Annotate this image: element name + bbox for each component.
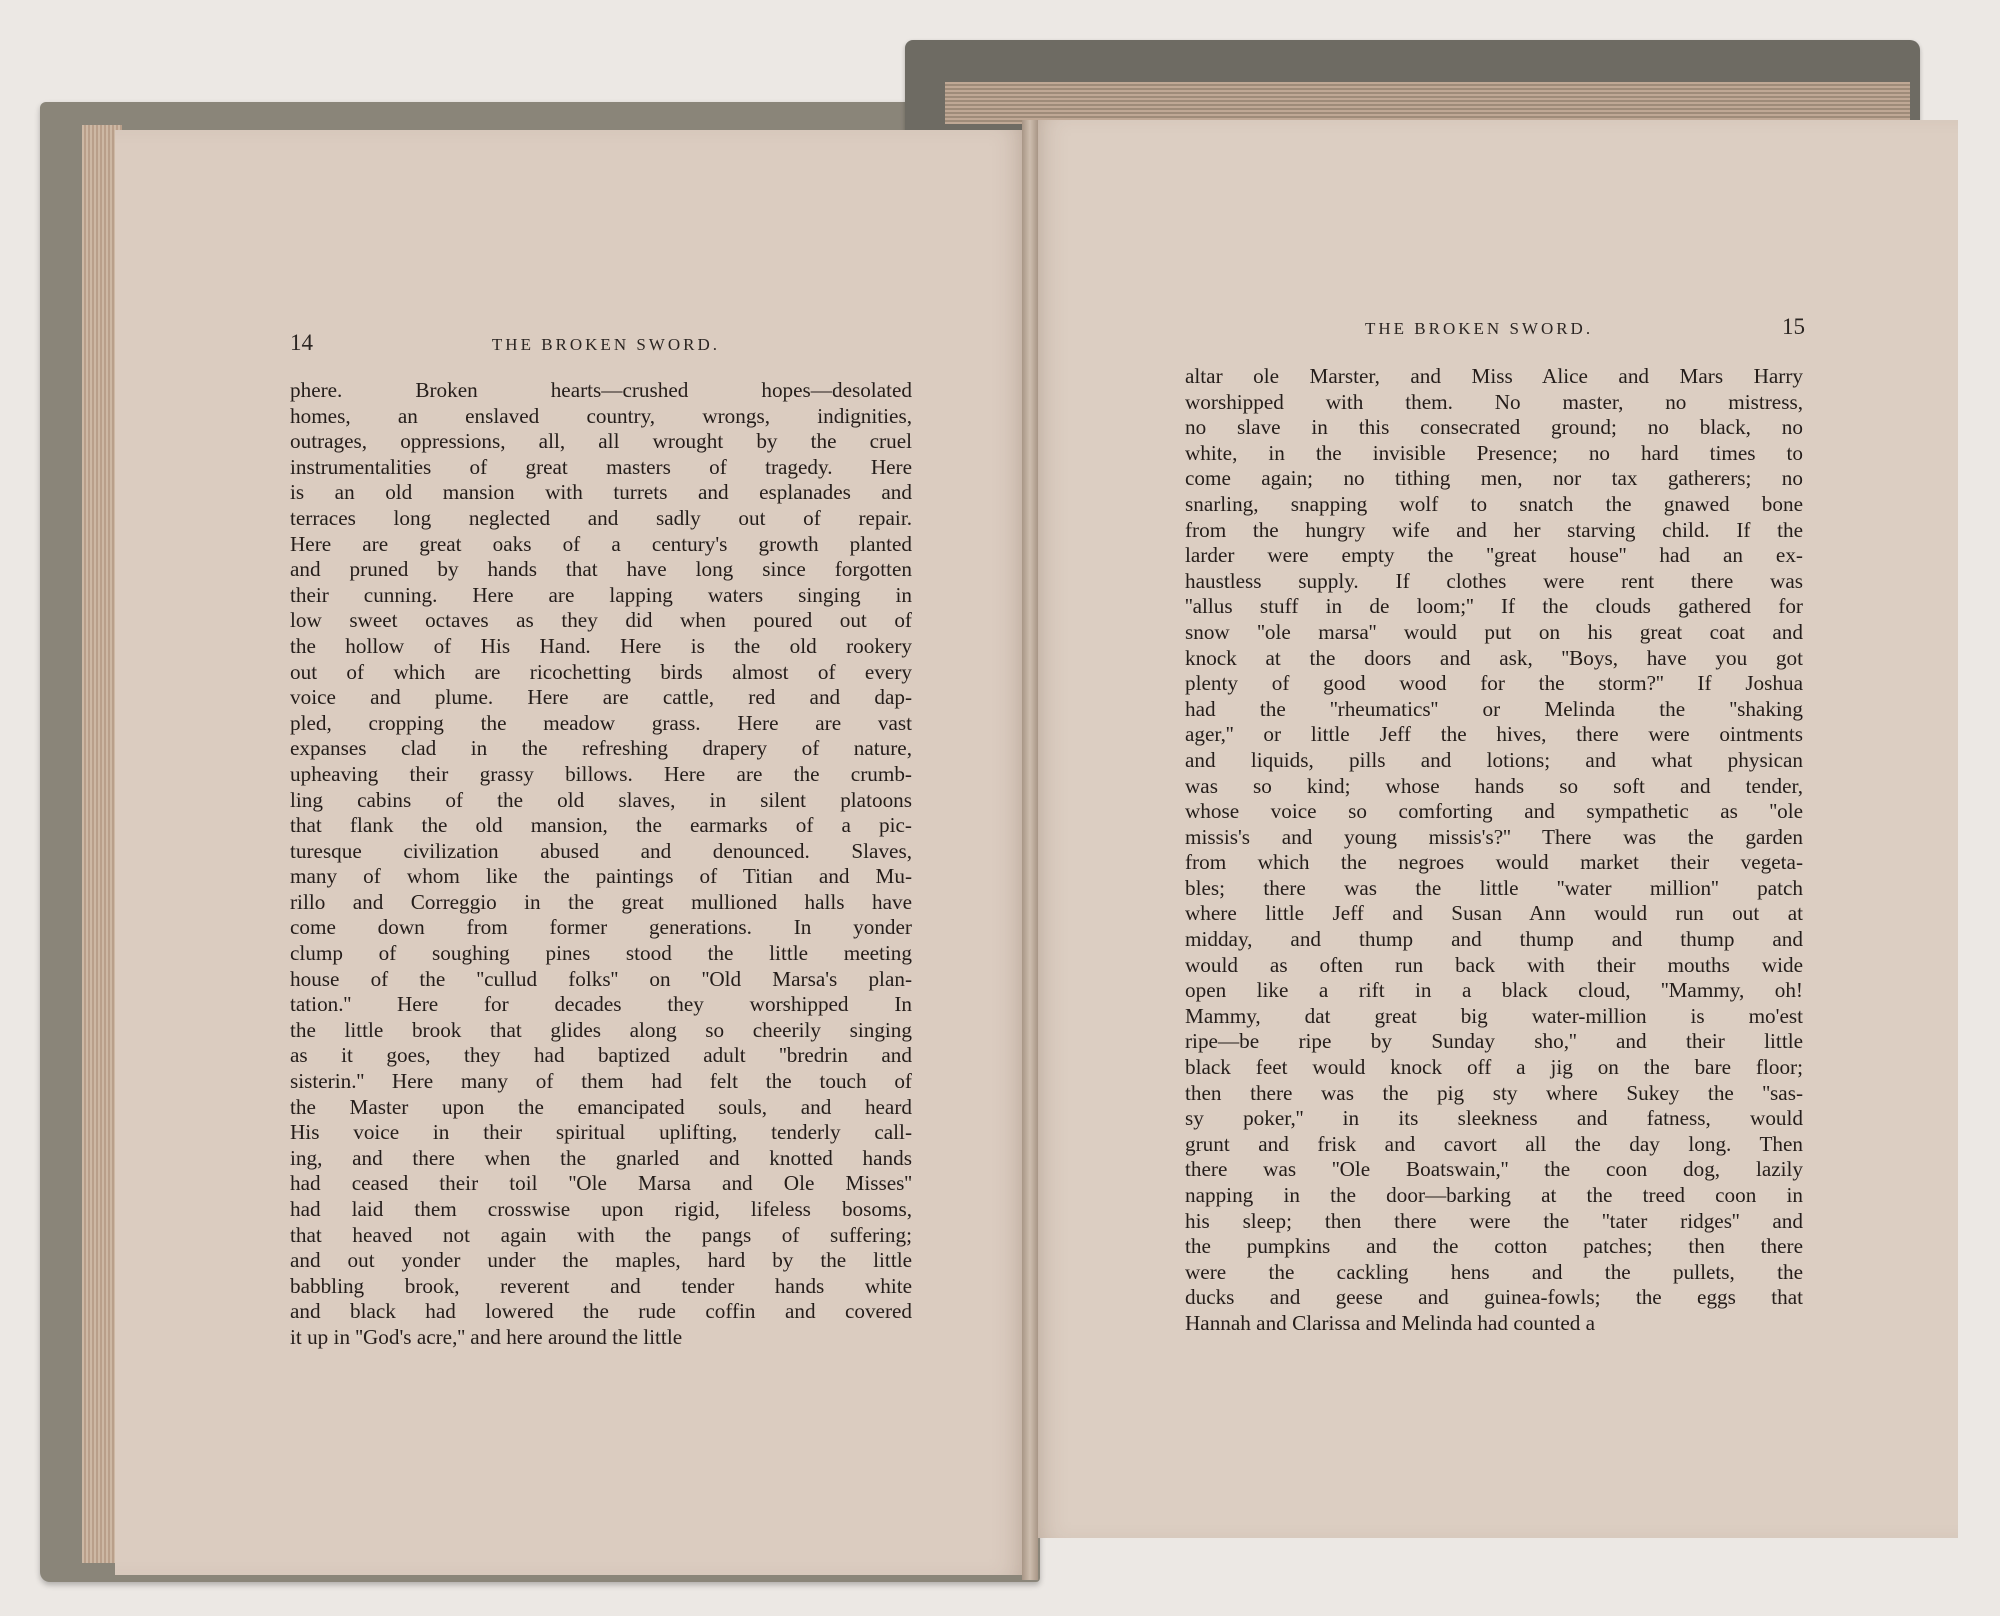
text-line: outrages, oppressions, all, all wrought by the cruel <box>290 429 912 454</box>
text-line: midday, and thump and thump and thump and <box>1185 927 1803 952</box>
text-line: and black had lowered the rude coffin and covered <box>290 1299 912 1324</box>
text-line: instrumentalities of great masters of tragedy. Here <box>290 454 912 479</box>
text-line: His voice in their spiritual uplifting, tenderly call- <box>290 1120 912 1145</box>
text-line: would as often run back with their mouths wide <box>1185 952 1803 977</box>
text-line: was so kind; whose hands so soft and tender, <box>1185 773 1803 798</box>
right-page-number: 15 <box>1782 314 1805 339</box>
text-line: and out yonder under the maples, hard by the little <box>290 1248 912 1273</box>
text-line: clump of soughing pines stood the little meeting <box>290 941 912 966</box>
text-line: expanses clad in the refreshing drapery of nature, <box>290 736 912 761</box>
text-line: white, in the invisible Presence; no hard times to <box>1185 440 1803 465</box>
text-line: Hannah and Clarissa and Melinda had counted a <box>1185 1310 1596 1335</box>
text-line: ager,'' or little Jeff the hives, there were ointments <box>1185 722 1803 747</box>
text-line: and pruned by hands that have long since forgotten <box>290 557 912 582</box>
text-line: babbling brook, reverent and tender hands white <box>290 1273 912 1298</box>
left-running-head <box>290 330 910 356</box>
text-line: napping in the door—barking at the treed coon in <box>1185 1183 1803 1207</box>
text-line: plenty of good wood for the storm?'' If Joshua <box>1185 671 1803 696</box>
text-line: sisterin.'' Here many of them had felt the touch of <box>290 1069 912 1094</box>
text-line: there was ''Ole Boatswain,'' the coon dog, lazily <box>1185 1157 1803 1182</box>
text-line: as it goes, they had baptized adult ''bredrin and <box>290 1043 912 1068</box>
text-line: is an old mansion with turrets and esplanades and <box>290 480 912 505</box>
text-line: rillo and Correggio in the great mullioned halls have <box>290 889 912 914</box>
left-page-body <box>290 378 912 1351</box>
text-line: ''allus stuff in de loom;'' If the clouds gathered for <box>1185 594 1803 619</box>
text-line: no slave in this consecrated ground; no black, no <box>1185 415 1803 440</box>
text-line: snarling, snapping wolf to snatch the gnawed bone <box>1185 491 1803 516</box>
text-line: bles; there was the little ''water million'' patch <box>1185 875 1803 900</box>
text-line: come again; no tithing men, nor tax gatherers; no <box>1185 466 1803 491</box>
text-line: where little Jeff and Susan Ann would run out at <box>1185 901 1803 926</box>
text-line: knock at the doors and ask, ''Boys, have you got <box>1185 645 1803 670</box>
text-line: ing, and there when the gnarled and knotted hands <box>290 1145 912 1170</box>
text-line: were the cackling hens and the pullets, the <box>1185 1259 1803 1284</box>
text-line: ripe—be ripe by Sunday sho,'' and their little <box>1185 1029 1803 1054</box>
text-line: grunt and frisk and cavort all the day long. Then <box>1185 1131 1803 1156</box>
text-line: from the hungry wife and her starving child. If the <box>1185 517 1803 542</box>
text-line: open like a rift in a black cloud, ''Mammy, oh! <box>1185 978 1803 1003</box>
text-line: upheaving their grassy billows. Here are the crumb- <box>290 761 912 786</box>
text-line: his sleep; then there were the ''tater ridges'' and <box>1185 1208 1803 1233</box>
text-line: had the ''rheumatics'' or Melinda the ''shaking <box>1185 696 1803 721</box>
left-running-title: THE BROKEN SWORD. <box>491 335 720 354</box>
text-line: had laid them crosswise upon rigid, lifeless bosoms, <box>290 1197 912 1221</box>
page-top-edge <box>945 82 1910 124</box>
text-line: come down from former generations. In yonder <box>290 915 912 940</box>
text-line: terraces long neglected and sadly out of repair. <box>290 505 912 530</box>
text-line: the hollow of His Hand. Here is the old rookery <box>290 633 912 658</box>
text-line: worshipped with them. No master, no mistress, <box>1185 389 1803 414</box>
text-line: missis's and young missis's?'' There was the garden <box>1185 824 1803 849</box>
text-line: turesque civilization abused and denounced. Slaves, <box>290 838 912 863</box>
left-page-number: 14 <box>290 330 313 355</box>
text-line: ling cabins of the old slaves, in silent platoons <box>290 787 912 812</box>
text-line: ducks and geese and guinea-fowls; the eggs that <box>1185 1285 1803 1310</box>
text-line: black feet would knock off a jig on the bare floor; <box>1185 1055 1803 1080</box>
text-line: the Master upon the emancipated souls, and heard <box>290 1094 912 1119</box>
text-line: larder were empty the ''great house'' had an ex- <box>1185 543 1803 568</box>
text-line: snow ''ole marsa'' would put on his great coat and <box>1185 619 1803 644</box>
text-line: had ceased their toil ''Ole Marsa and Ole Misses'' <box>290 1171 912 1196</box>
text-line: Mammy, dat great big water-million is mo'est <box>1185 1003 1803 1028</box>
text-line: many of whom like the paintings of Titian and Mu- <box>290 864 912 889</box>
right-running-head <box>1365 314 1805 340</box>
text-line: that flank the old mansion, the earmarks of a pic- <box>290 813 912 838</box>
text-line: that heaved not again with the pangs of suffering; <box>290 1222 912 1247</box>
text-line: and liquids, pills and lotions; and what physican <box>1185 747 1803 772</box>
text-line: pled, cropping the meadow grass. Here are vast <box>290 710 912 735</box>
text-line: Here are great oaks of a century's growth planted <box>290 531 912 556</box>
book-gutter <box>1022 120 1038 1580</box>
text-line: low sweet octaves as they did when poured out of <box>290 608 912 633</box>
right-page-body <box>1185 364 1803 1337</box>
text-line: it up in ''God's acre,'' and here around the little <box>290 1324 683 1349</box>
text-line: haustless supply. If clothes were rent there was <box>1185 568 1803 593</box>
text-line: their cunning. Here are lapping waters singing in <box>290 582 912 607</box>
text-line: sy poker,'' in its sleekness and fatness, would <box>1185 1106 1803 1131</box>
text-line: voice and plume. Here are cattle, red and dap- <box>290 685 912 710</box>
text-line: whose voice so comforting and sympathetic as ''ole <box>1185 799 1803 824</box>
text-line: house of the ''cullud folks'' on ''Old Marsa's plan- <box>290 966 912 991</box>
text-line: from which the negroes would market their vegeta- <box>1185 850 1803 875</box>
right-running-title: THE BROKEN SWORD. <box>1365 319 1594 338</box>
text-line: homes, an enslaved country, wrongs, indignities, <box>290 403 912 428</box>
text-line: the pumpkins and the cotton patches; then there <box>1185 1234 1803 1259</box>
text-line: then there was the pig sty where Sukey the ''sas- <box>1185 1080 1803 1105</box>
text-line: tation.'' Here for decades they worshipped In <box>290 992 912 1017</box>
text-line: out of which are ricochetting birds almost of every <box>290 659 912 684</box>
text-line: phere. Broken hearts—crushed hopes—desolated <box>290 378 912 402</box>
text-line: the little brook that glides along so cheerily singing <box>290 1017 912 1042</box>
text-line: altar ole Marster, and Miss Alice and Mars Harry <box>1185 364 1803 388</box>
